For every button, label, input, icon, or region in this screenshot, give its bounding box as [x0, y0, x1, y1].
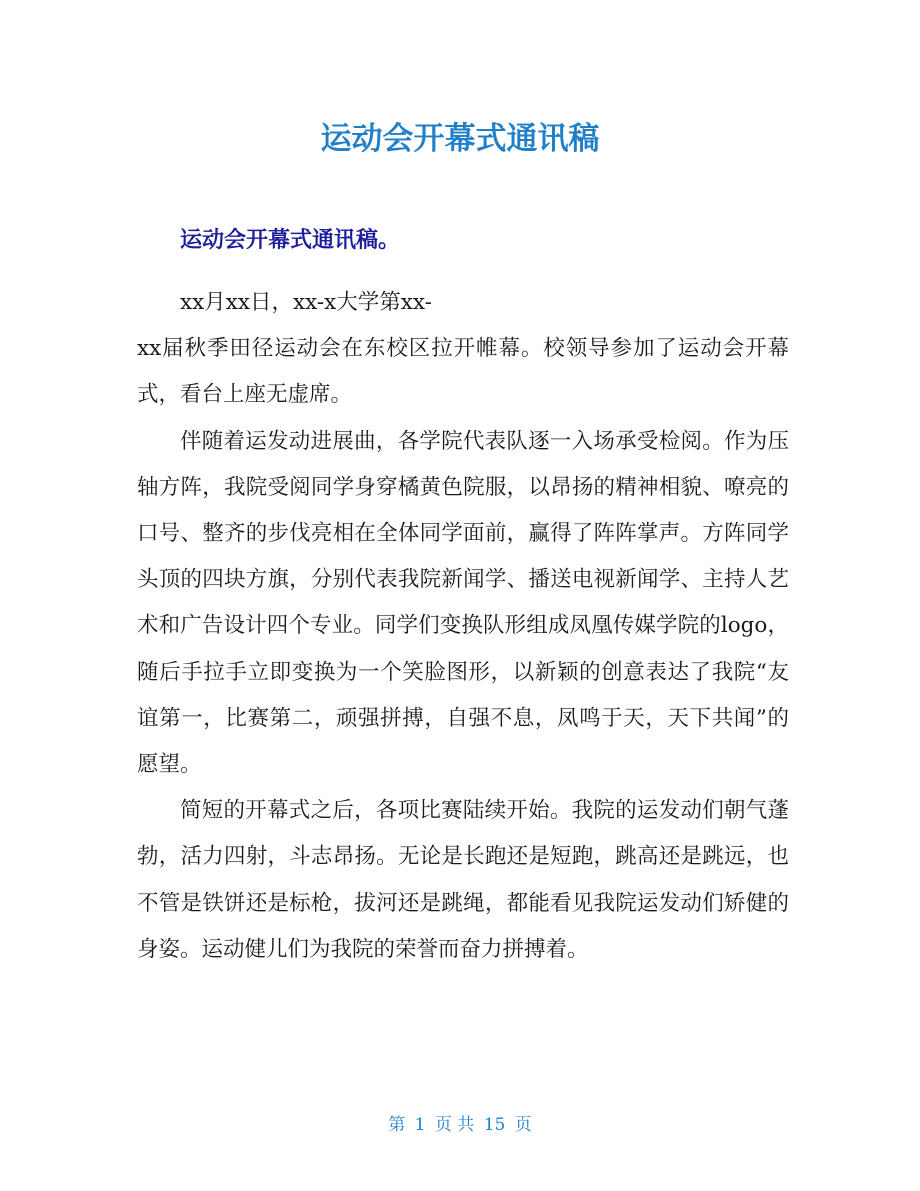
page-footer	[0, 1113, 920, 1137]
footer-middle: 页 共	[434, 1115, 475, 1135]
paragraph-2: 伴随着运发动进展曲，各学院代表队逐一入场承受检阅。作为压轴方阵，我院受阅同学身穿橘黄色院服，以昂扬的精神相貌、嘹亮的口号、整齐的步伐亮相在全体同学面前，赢得了阵阵掌声。方阵同学头顶的四块方旗，分别代表我院新闻学、播送电视新闻学、主持人艺术和广告设计四个专业。同学们变换队形组成凤凰传媒学院的logo，随后手拉手立即变换为一个笑脸图形，以新颖的创意表达了我院“友谊第一，比赛第二，顽强拼搏，自强不息，凤鸣于天，天下共闻”的愿望。	[137, 428, 789, 778]
paragraph-3: 简短的开幕式之后，各项比赛陆续开始。我院的运发动们朝气蓬勃，活力四射，斗志昂扬。无论是长跑还是短跑，跳高还是跳远，也不管是铁饼还是标枪，拔河还是跳绳，都能看见我院运发动们矫健的身姿。运动健儿们为我院的荣誉而奋力拼搏着。	[137, 798, 789, 962]
footer-total-pages: 15	[483, 1115, 506, 1135]
page-title: 运动会开幕式通讯稿	[320, 121, 600, 157]
paragraph-1-lead: xx月xx日，xx-x大学第xx-	[180, 290, 432, 315]
footer-prefix: 第	[388, 1115, 406, 1135]
paragraph-1-continuation: xx届秋季田径运动会在东校区拉开帷幕。校领导参加了运动会开幕式，看台上座无虚席。	[137, 336, 789, 408]
article-body	[137, 280, 789, 973]
footer-suffix: 页	[514, 1115, 532, 1135]
section-heading: 运动会开幕式通讯稿。	[180, 228, 401, 253]
footer-current-page: 1	[414, 1115, 426, 1135]
